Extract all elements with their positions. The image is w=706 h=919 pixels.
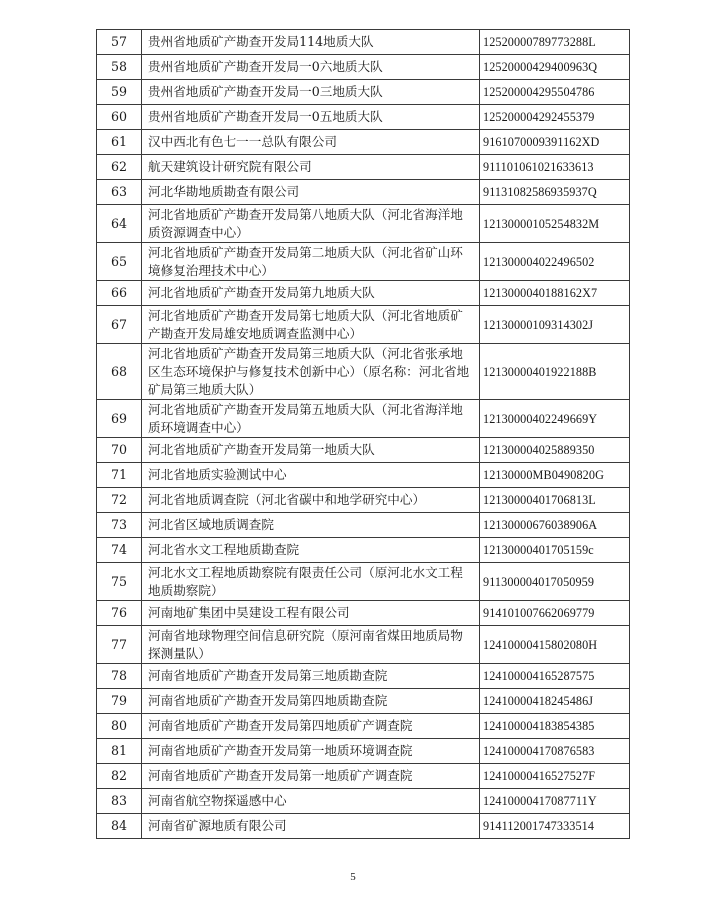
organization-name: 河北省地质矿产勘查开发局第三地质大队（河北省张承地区生态环境保护与修复技术创新中心）（原名称：河北省地矿局第三地质大队） xyxy=(142,344,480,400)
table-row xyxy=(97,714,630,739)
organization-name: 河北省地质矿产勘查开发局第七地质大队（河北省地质矿产勘查开发局雄安地质调查监测中心） xyxy=(142,306,480,344)
credit-code: 124100004183854385 xyxy=(480,714,630,739)
page-number: 5 xyxy=(350,871,356,883)
organization-name: 河南省地质矿产勘查开发局第四地质勘查院 xyxy=(142,689,480,714)
credit-code: 911101061021633613 xyxy=(480,155,630,180)
table-row xyxy=(97,155,630,180)
row-number: 76 xyxy=(97,601,142,626)
row-number: 61 xyxy=(97,130,142,155)
credit-code: 911300004017050959 xyxy=(480,563,630,601)
credit-code: 12410000416527527F xyxy=(480,764,630,789)
row-number: 67 xyxy=(97,306,142,344)
credit-code: 12130000401706813L xyxy=(480,488,630,513)
credit-code: 124100004170876583 xyxy=(480,739,630,764)
organization-name: 河北华勘地质勘查有限公司 xyxy=(142,180,480,205)
table-row xyxy=(97,281,630,306)
row-number: 84 xyxy=(97,814,142,839)
table-row xyxy=(97,538,630,563)
credit-code: 12130000401705159c xyxy=(480,538,630,563)
table-row xyxy=(97,80,630,105)
row-number: 62 xyxy=(97,155,142,180)
registry-table-body xyxy=(97,30,630,839)
organization-name: 贵州省地质矿产勘查开发局一0五地质大队 xyxy=(142,105,480,130)
credit-code: 12410000417087711Y xyxy=(480,789,630,814)
organization-name: 河北省水文工程地质勘查院 xyxy=(142,538,480,563)
table-row xyxy=(97,243,630,281)
organization-name: 河南省航空物探遥感中心 xyxy=(142,789,480,814)
organization-name: 河南省地球物理空间信息研究院（原河南省煤田地质局物探测量队） xyxy=(142,626,480,664)
registry-table xyxy=(96,29,630,839)
table-row xyxy=(97,689,630,714)
row-number: 74 xyxy=(97,538,142,563)
credit-code: 125200004295504786 xyxy=(480,80,630,105)
organization-name: 河南省地质矿产勘查开发局第一地质矿产调查院 xyxy=(142,764,480,789)
organization-name: 河北省地质矿产勘查开发局第九地质大队 xyxy=(142,281,480,306)
table-row xyxy=(97,789,630,814)
row-number: 82 xyxy=(97,764,142,789)
table-row xyxy=(97,463,630,488)
organization-name: 贵州省地质矿产勘查开发局一0三地质大队 xyxy=(142,80,480,105)
table-row xyxy=(97,601,630,626)
organization-name: 贵州省地质矿产勘查开发局一0六地质大队 xyxy=(142,55,480,80)
organization-name: 河北省地质矿产勘查开发局第五地质大队（河北省海洋地质环境调查中心） xyxy=(142,400,480,438)
row-number: 66 xyxy=(97,281,142,306)
organization-name: 贵州省地质矿产勘查开发局114地质大队 xyxy=(142,30,480,55)
row-number: 77 xyxy=(97,626,142,664)
table-row xyxy=(97,513,630,538)
credit-code: 91131082586935937Q xyxy=(480,180,630,205)
table-row xyxy=(97,130,630,155)
row-number: 65 xyxy=(97,243,142,281)
credit-code: 12520000789773288L xyxy=(480,30,630,55)
credit-code: 12130000401922188B xyxy=(480,344,630,400)
organization-name: 河南省地质矿产勘查开发局第一地质环境调查院 xyxy=(142,739,480,764)
table-row xyxy=(97,764,630,789)
credit-code: 914112001747333514 xyxy=(480,814,630,839)
credit-code: 12130000402249669Y xyxy=(480,400,630,438)
row-number: 75 xyxy=(97,563,142,601)
row-number: 72 xyxy=(97,488,142,513)
row-number: 73 xyxy=(97,513,142,538)
credit-code: 914101007662069779 xyxy=(480,601,630,626)
row-number: 60 xyxy=(97,105,142,130)
organization-name: 河南省矿源地质有限公司 xyxy=(142,814,480,839)
table-row xyxy=(97,563,630,601)
registry-table-container xyxy=(96,29,614,839)
table-row xyxy=(97,306,630,344)
credit-code: 12520000429400963Q xyxy=(480,55,630,80)
credit-code: 12410000418245486J xyxy=(480,689,630,714)
credit-code: 121300004025889350 xyxy=(480,438,630,463)
organization-name: 河北省地质矿产勘查开发局第二地质大队（河北省矿山环境修复治理技术中心） xyxy=(142,243,480,281)
organization-name: 汉中西北有色七一一总队有限公司 xyxy=(142,130,480,155)
table-row xyxy=(97,438,630,463)
row-number: 71 xyxy=(97,463,142,488)
row-number: 79 xyxy=(97,689,142,714)
row-number: 59 xyxy=(97,80,142,105)
table-row xyxy=(97,205,630,243)
organization-name: 河北省地质矿产勘查开发局第一地质大队 xyxy=(142,438,480,463)
credit-code: 1213000040188162X7 xyxy=(480,281,630,306)
table-row xyxy=(97,739,630,764)
table-row xyxy=(97,180,630,205)
table-row xyxy=(97,344,630,400)
organization-name: 河南省地质矿产勘查开发局第四地质矿产调查院 xyxy=(142,714,480,739)
row-number: 78 xyxy=(97,664,142,689)
row-number: 57 xyxy=(97,30,142,55)
organization-name: 河北省地质实验测试中心 xyxy=(142,463,480,488)
table-row xyxy=(97,105,630,130)
credit-code: 12130000676038906A xyxy=(480,513,630,538)
organization-name: 河北省地质调查院（河北省碳中和地学研究中心） xyxy=(142,488,480,513)
row-number: 81 xyxy=(97,739,142,764)
credit-code: 125200004292455379 xyxy=(480,105,630,130)
row-number: 80 xyxy=(97,714,142,739)
credit-code: 12410000415802080H xyxy=(480,626,630,664)
organization-name: 河北水文工程地质勘察院有限责任公司（原河北水文工程地质勘察院） xyxy=(142,563,480,601)
row-number: 69 xyxy=(97,400,142,438)
credit-code: 121300004022496502 xyxy=(480,243,630,281)
organization-name: 河南地矿集团中昊建设工程有限公司 xyxy=(142,601,480,626)
organization-name: 河北省区域地质调查院 xyxy=(142,513,480,538)
credit-code: 12130000109314302J xyxy=(480,306,630,344)
credit-code: 124100004165287575 xyxy=(480,664,630,689)
table-row xyxy=(97,55,630,80)
table-row xyxy=(97,400,630,438)
row-number: 83 xyxy=(97,789,142,814)
organization-name: 河南省地质矿产勘查开发局第三地质勘查院 xyxy=(142,664,480,689)
credit-code: 9161070009391162XD xyxy=(480,130,630,155)
table-row xyxy=(97,814,630,839)
organization-name: 航天建筑设计研究院有限公司 xyxy=(142,155,480,180)
credit-code: 12130000105254832M xyxy=(480,205,630,243)
table-row xyxy=(97,30,630,55)
row-number: 70 xyxy=(97,438,142,463)
row-number: 68 xyxy=(97,344,142,400)
row-number: 64 xyxy=(97,205,142,243)
table-row xyxy=(97,664,630,689)
table-row xyxy=(97,626,630,664)
row-number: 63 xyxy=(97,180,142,205)
credit-code: 12130000MB0490820G xyxy=(480,463,630,488)
row-number: 58 xyxy=(97,55,142,80)
organization-name: 河北省地质矿产勘查开发局第八地质大队（河北省海洋地质资源调查中心） xyxy=(142,205,480,243)
table-row xyxy=(97,488,630,513)
